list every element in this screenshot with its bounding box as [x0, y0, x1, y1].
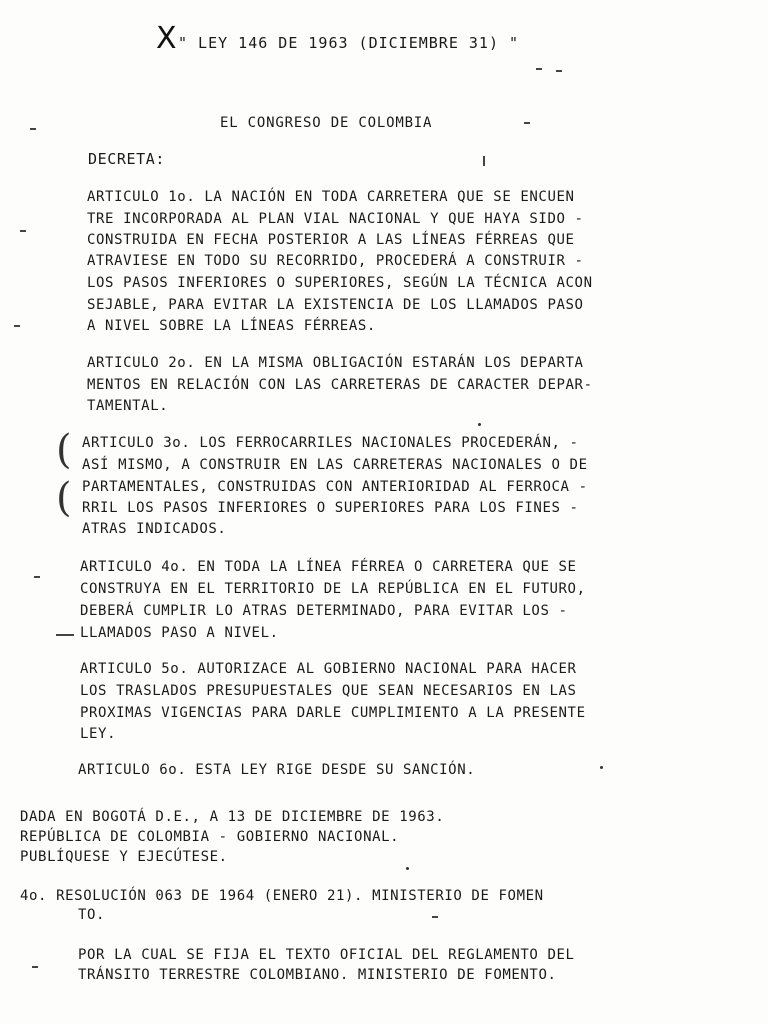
- article-3-line: ASÍ MISMO, A CONSTRUIR EN LAS CARRETERAS NACIONALES O DE: [82, 457, 588, 473]
- resolution-description-line: TRÁNSITO TERRESTRE COLOMBIANO. MINISTERIO DE FOMENTO.: [78, 967, 557, 983]
- dada-line: DADA EN BOGOTÁ D.E., A 13 DE DICIEMBRE DE 1963.: [20, 809, 445, 825]
- article-4-line: DEBERÁ CUMPLIR LO ATRAS DETERMINADO, PARA EVITAR LOS -: [80, 603, 568, 619]
- article-3-line: ATRAS INDICADOS.: [82, 521, 227, 537]
- article-5-line: PROXIMAS VIGENCIAS PARA DARLE CUMPLIMIENTO A LA PRESENTE: [80, 705, 586, 721]
- scan-speck: [30, 128, 36, 130]
- article-2-line: ARTICULO 2o. EN LA MISMA OBLIGACIÓN ESTARÁN LOS DEPARTA: [87, 355, 584, 371]
- article-1-line: ATRAVIESE EN TODO SU RECORRIDO, PROCEDERÁ A CONSTRUIR -: [87, 253, 584, 269]
- scan-speck: [478, 423, 481, 426]
- decreta-label: DECRETA:: [88, 150, 166, 168]
- congress-heading: EL CONGRESO DE COLOMBIA: [220, 115, 433, 131]
- article-1-line: A NIVEL SOBRE LA LÍNEAS FÉRREAS.: [87, 318, 376, 334]
- article-1-line: LOS PASOS INFERIORES O SUPERIORES, SEGÚN LA TÉCNICA ACON: [87, 275, 593, 291]
- article-5-line: LEY.: [80, 726, 117, 742]
- handwritten-x-mark: X: [156, 21, 177, 56]
- scan-speck: [20, 230, 26, 232]
- dada-line: REPÚBLICA DE COLOMBIA - GOBIERNO NACIONAL.: [20, 829, 400, 845]
- article-6: ARTICULO 6o. ESTA LEY RIGE DESDE SU SANCIÓN.: [78, 762, 476, 778]
- article-4-line: CONSTRUYA EN EL TERRITORIO DE LA REPÚBLICA EN EL FUTURO,: [80, 581, 586, 597]
- article-1-line: CONSTRUIDA EN FECHA POSTERIOR A LAS LÍNEAS FÉRREAS QUE: [87, 232, 575, 248]
- article-3-line: RRIL LOS PASOS INFERIORES O SUPERIORES PARA LOS FINES -: [82, 500, 579, 516]
- article-4-line: ARTICULO 4o. EN TODA LA LÍNEA FÉRREA O CARRETERA QUE SE: [80, 559, 577, 575]
- article-5-line: ARTICULO 5o. AUTORIZACE AL GOBIERNO NACIONAL PARA HACER: [80, 661, 577, 677]
- dada-line: PUBLÍQUESE Y EJECÚTESE.: [20, 849, 228, 865]
- article-1-line: ARTICULO 1o. LA NACIÓN EN TODA CARRETERA QUE SE ENCUEN: [87, 189, 575, 205]
- scan-speck: [556, 70, 562, 72]
- scan-speck: [524, 122, 530, 124]
- article-1-line: SEJABLE, PARA EVITAR LA EXISTENCIA DE LOS LLAMADOS PASO: [87, 297, 584, 313]
- article-4-line: LLAMADOS PASO A NIVEL.: [80, 625, 279, 641]
- scan-speck: [32, 966, 38, 968]
- resolution-line: 4o. RESOLUCIÓN 063 DE 1964 (ENERO 21). MINISTERIO DE FOMEN: [20, 888, 544, 904]
- scan-speck: [14, 325, 20, 327]
- resolution-line: TO.: [78, 907, 106, 923]
- article-2-line: MENTOS EN RELACIÓN CON LAS CARRETERAS DE CARACTER DEPAR-: [87, 377, 593, 393]
- handwritten-bracket: (: [56, 475, 72, 521]
- article-5-line: LOS TRASLADOS PRESUPUESTALES QUE SEAN NECESARIOS EN LAS: [80, 683, 577, 699]
- article-1-line: TRE INCORPORADA AL PLAN VIAL NACIONAL Y QUE HAYA SIDO -: [87, 211, 584, 227]
- scan-speck: [483, 156, 485, 166]
- scan-speck: [536, 68, 542, 70]
- article-3-line: PARTAMENTALES, CONSTRUIDAS CON ANTERIORIDAD AL FERROCA -: [82, 479, 588, 495]
- article-2-line: TAMENTAL.: [87, 398, 169, 414]
- document-title: " LEY 146 DE 1963 (DICIEMBRE 31) ": [178, 34, 520, 52]
- scan-speck: [406, 867, 409, 870]
- scan-speck: [56, 634, 74, 636]
- resolution-description-line: POR LA CUAL SE FIJA EL TEXTO OFICIAL DEL REGLAMENTO DEL: [78, 947, 575, 963]
- scan-speck: [432, 916, 438, 918]
- scan-speck: [34, 576, 40, 578]
- handwritten-bracket: (: [56, 427, 72, 473]
- article-3-line: ARTICULO 3o. LOS FERROCARRILES NACIONALES PROCEDERÁN, -: [82, 435, 579, 451]
- scan-speck: [600, 766, 603, 769]
